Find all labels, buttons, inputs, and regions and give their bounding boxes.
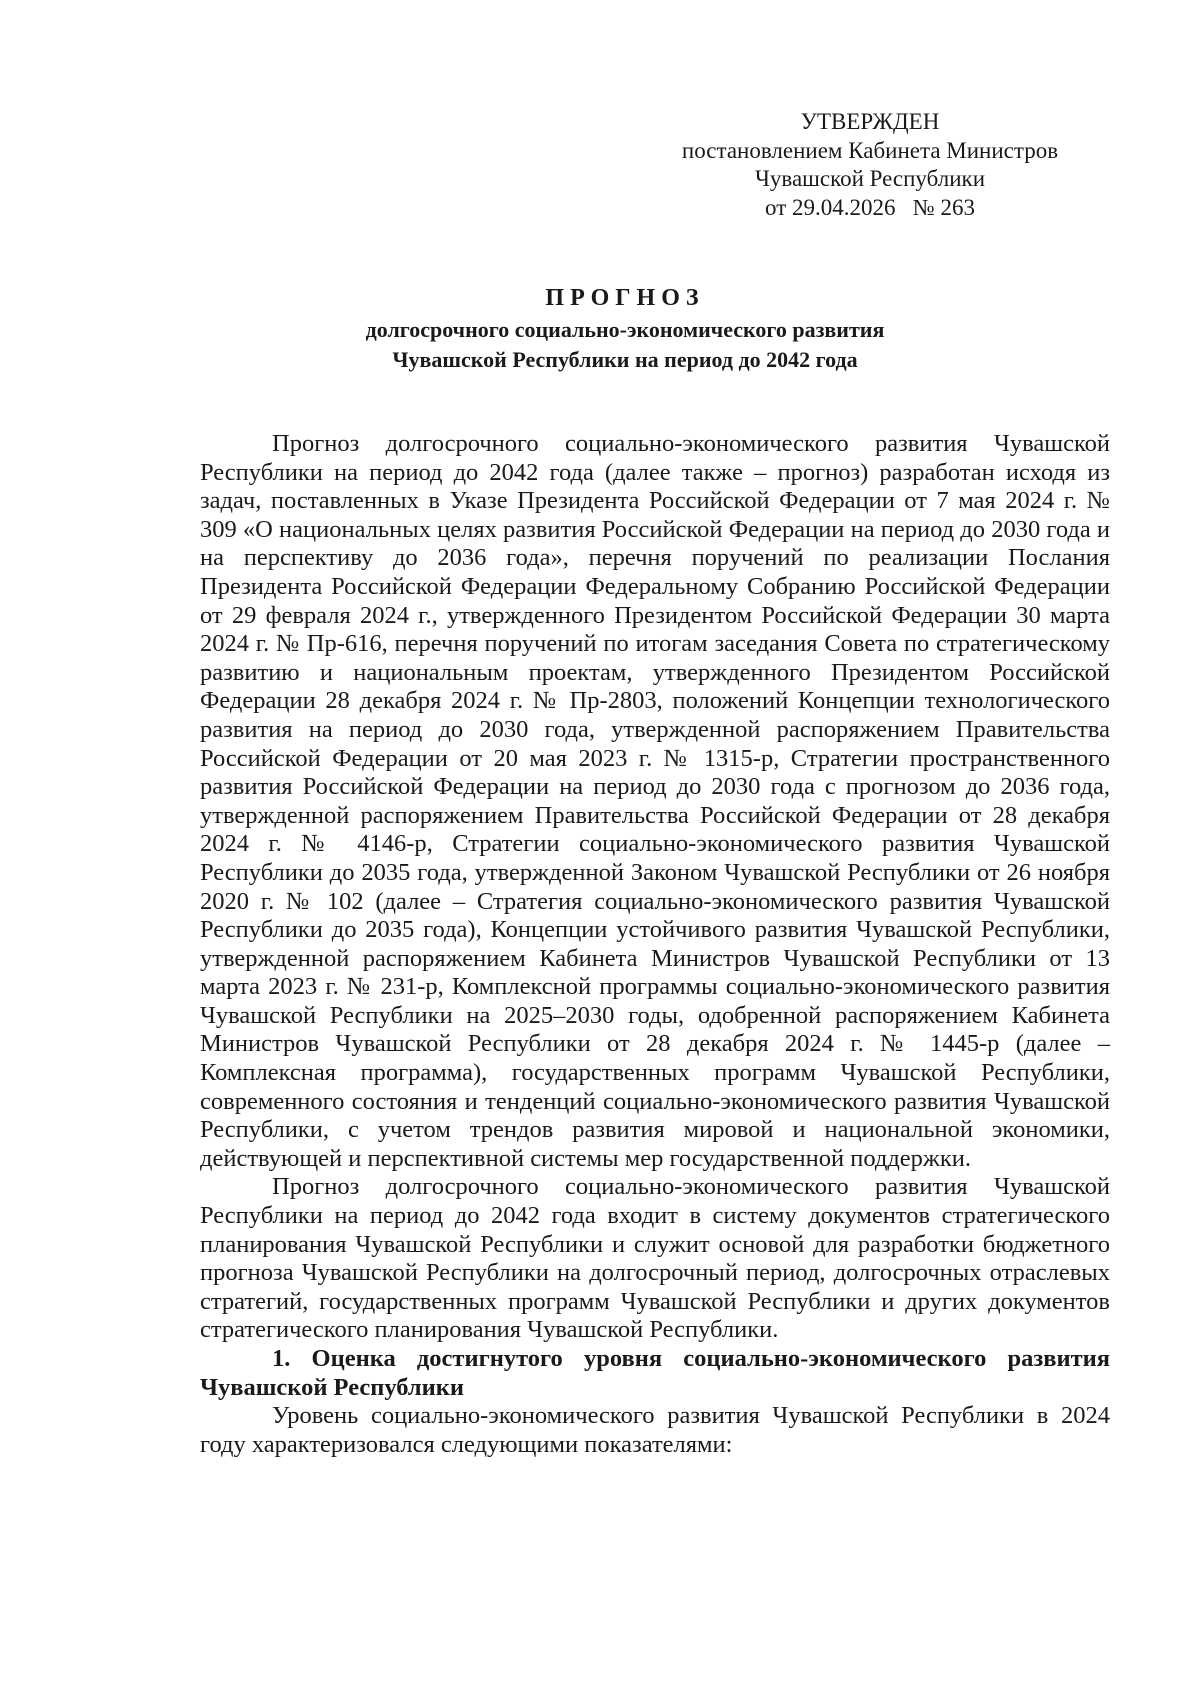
approval-line-approved: УТВЕРЖДЕН (800, 109, 940, 134)
section-heading-1: 1. Оценка достигнутого уровня социально-экономического развития Чувашской Республики (200, 1345, 1110, 1401)
paragraph-indicators-intro: Уровень социально-экономического развития Чувашской Республики в 2024 году характеризовался следующими показателями: (200, 1402, 1110, 1458)
paragraph-intro: Прогноз долгосрочного социально-экономического развития Чувашской Республики на период до 2042 года (далее также – прогноз) разработан исходя из задач, поставленных в Указе Президента Российской Федерации от 7 мая 2024 г. № 309 «О национальных целях развития Российской Федерации на период до 2030 года и на перспективу до 2036 года», перечня поручений по реализации Послания Президента Российской Федерации Федеральному Собранию Российской Федерации от 29 февраля 2024 г., утвержденного Президентом Российской Федерации 30 марта 2024 г. № Пр-616, перечня поручений по итогам заседания Совета по стратегическому развитию и национальным проектам, утвержденного Президентом Российской Федерации 28 декабря 2024 г. № Пр-2803, положений Концепции технологического развития на период до 2030 года, утвержденной распоряжением Правительства Российской Федерации от 20 мая 2023 г. № 1315-р, Стратегии пространственного развития Российской Федерации на период до 2030 года с прогнозом до 2036 года, утвержденной распоряжением Правительства Российской Федерации от 28 декабря 2024 г. № 4146-р, Стратегии социально-экономического развития Чувашской Республики до 2035 года, утвержденной Законом Чувашской Республики от 26 ноября 2020 г. № 102 (далее – Стратегия социально-экономического развития Чувашской Республики до 2035 года), Концепции устойчивого развития Чувашской Республики, утвержденной распоряжением Кабинета Министров Чувашской Республики от 13 марта 2023 г. № 231-р, Комплексной программы социально-экономического развития Чувашской Республики на 2025–2030 годы, одобренной распоряжением Кабинета Министров Чувашской Республики от 28 декабря 2024 г. № 1445-р (далее – Комплексная программа), государственных программ Чувашской Республики, современного состояния и тенденций социально-экономического развития Чувашской Республики, с учетом трендов развития мировой и национальной экономики, действующей и перспективной системы мер государственной поддержки. (200, 430, 1110, 1172)
approval-stamp (640, 108, 1100, 222)
title-subtitle-line2: Чувашской Республики на период до 2042 года (392, 347, 858, 372)
approval-line-date-number: от 29.04.2026 № 263 (765, 194, 975, 220)
title-main: ПРОГНОЗ (545, 285, 705, 311)
title-subtitle-line1: долгосрочного социально-экономического развития (365, 317, 885, 342)
approval-line-resolution: постановлением Кабинета Министров (681, 137, 1059, 163)
document-body (200, 430, 1110, 1459)
document-title (200, 283, 1050, 375)
approval-line-republic: Чувашской Республики (754, 166, 986, 191)
paragraph-system-of-documents: Прогноз долгосрочного социально-экономического развития Чувашской Республики на период до 2042 года входит в систему документов стратегического планирования Чувашской Республики и служит основой для разработки бюджетного прогноза Чувашской Республики на долгосрочный период, долгосрочных отраслевых стратегий, государственных программ Чувашской Республики и других документов стратегического планирования Чувашской Республики. (200, 1173, 1110, 1344)
